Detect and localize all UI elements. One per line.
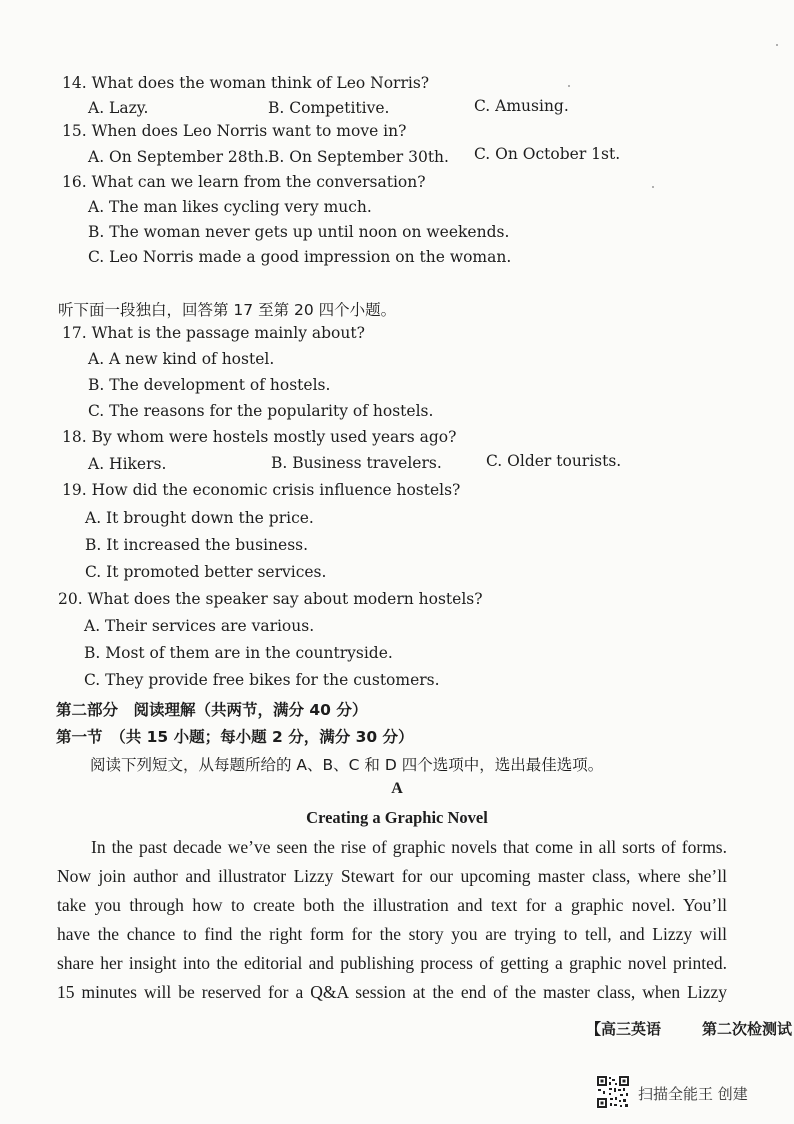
scan-speck bbox=[568, 85, 570, 87]
footer-exam: 第二次检测试 bbox=[702, 1020, 793, 1038]
question-18-option-b: B. Business travelers. bbox=[271, 454, 442, 472]
question-19-option-c: C. It promoted better services. bbox=[85, 563, 327, 581]
scanner-watermark-text: 扫描全能王 创建 bbox=[638, 1085, 748, 1103]
question-17-option-a: A. A new kind of hostel. bbox=[88, 350, 275, 368]
question-17-option-c: C. The reasons for the popularity of hostels. bbox=[88, 402, 434, 420]
passage-title: Creating a Graphic Novel bbox=[306, 808, 488, 827]
qr-code-icon bbox=[596, 1075, 630, 1109]
question-20-option-b: B. Most of them are in the countryside. bbox=[84, 644, 393, 662]
question-18-option-a: A. Hikers. bbox=[88, 455, 167, 473]
section1-heading: 第一节 （共 15 小题；每小题 2 分，满分 30 分） bbox=[56, 728, 414, 746]
passage-line: share her insight into the editorial and publishing process of getting a graphic novel printed. bbox=[57, 952, 727, 973]
part2-heading: 第二部分 阅读理解（共两节，满分 40 分） bbox=[56, 701, 368, 719]
question-15-option-c: C. On October 1st. bbox=[474, 145, 621, 163]
question-17-option-b: B. The development of hostels. bbox=[88, 376, 331, 394]
passage-letter: A bbox=[391, 780, 403, 797]
question-20-option-a: A. Their services are various. bbox=[84, 617, 315, 635]
question-16-option-c: C. Leo Norris made a good impression on the woman. bbox=[88, 248, 512, 266]
reading-instruction: 阅读下列短文，从每题所给的 A、B、C 和 D 四个选项中，选出最佳选项。 bbox=[90, 756, 604, 774]
question-20-stem: 20. What does the speaker say about modern hostels? bbox=[58, 590, 483, 608]
question-14-option-b: B. Competitive. bbox=[268, 99, 390, 117]
question-16-stem: 16. What can we learn from the conversation? bbox=[62, 173, 426, 191]
passage-line: In the past decade we’ve seen the rise of graphic novels that come in all sorts of forms. bbox=[91, 837, 727, 857]
question-19-option-b: B. It increased the business. bbox=[85, 536, 309, 554]
passage-line: have the chance to find the right form for the story you are trying to tell, and Lizzy will bbox=[57, 923, 727, 944]
question-14-option-c: C. Amusing. bbox=[474, 97, 569, 115]
passage-body bbox=[57, 833, 727, 1006]
question-16-option-b: B. The woman never gets up until noon on weekends. bbox=[88, 223, 510, 241]
question-14-stem: 14. What does the woman think of Leo Norris? bbox=[62, 74, 430, 92]
question-15-option-b: B. On September 30th. bbox=[268, 148, 449, 166]
question-18-stem: 18. By whom were hostels mostly used years ago? bbox=[62, 428, 457, 446]
scan-speck bbox=[776, 44, 778, 46]
passage-line: Now join author and illustrator Lizzy Stewart for our upcoming master class, where she’ll bbox=[57, 865, 727, 886]
monologue-instruction: 听下面一段独白，回答第 17 至第 20 四个小题。 bbox=[58, 301, 397, 319]
question-14-option-a: A. Lazy. bbox=[88, 99, 149, 117]
passage-line: 15 minutes will be reserved for a Q&A session at the end of the master class, when Lizzy bbox=[57, 981, 727, 1002]
question-15-stem: 15. When does Leo Norris want to move in? bbox=[62, 122, 407, 140]
scan-speck bbox=[652, 186, 654, 188]
passage-line: take you through how to create both the illustration and text for a graphic novel. You’ll bbox=[57, 894, 727, 915]
question-19-stem: 19. How did the economic crisis influence hostels? bbox=[62, 481, 461, 499]
question-16-option-a: A. The man likes cycling very much. bbox=[88, 198, 372, 216]
footer-subject: 【高三英语 bbox=[586, 1020, 662, 1038]
question-20-option-c: C. They provide free bikes for the customers. bbox=[84, 671, 440, 689]
question-19-option-a: A. It brought down the price. bbox=[85, 509, 314, 527]
question-18-option-c: C. Older tourists. bbox=[486, 452, 622, 470]
question-15-option-a: A. On September 28th. bbox=[88, 148, 269, 166]
question-17-stem: 17. What is the passage mainly about? bbox=[62, 324, 365, 342]
